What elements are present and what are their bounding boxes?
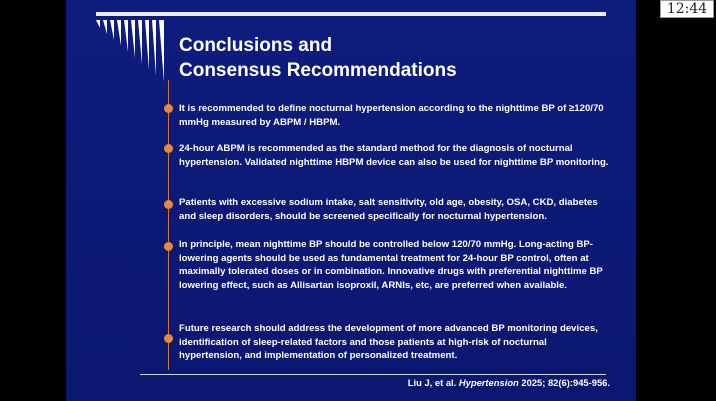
presentation-slide (66, 0, 636, 401)
recommendation-item-4: In principle, mean nighttime BP should be controlled below 120/70 mmHg. Long-acting BP-lowering agents should be used as fundamental treatment for 24-hour BP control, often at maximally tolerated doses or in combination. Innovative drugs with preferential nighttime BP lowering effect, such as Allisartan isoproxil, ARNIs, etc, are preferred when available. (179, 239, 603, 291)
recommendation-item-5: Future research should address the development of more advanced BP monitoring devices, identification of sleep-related factors and those patients at high-risk of nocturnal hypertension, and implementation of personalized treatment. (179, 323, 598, 362)
decorative-stripes (96, 20, 186, 82)
recommendation-item-2: 24-hour ABPM is recommended as the standard method for the diagnosis of nocturnal hypertension. Validated nighttime HBPM device can also be used for nighttime BP monitoring. (179, 143, 609, 168)
bullet-dot-icon (164, 144, 173, 153)
bullet-dot-icon (164, 104, 173, 113)
bullet-timeline-line (168, 80, 169, 370)
citation-details: 2025; 82(6):945-956. (521, 377, 610, 388)
bottom-divider (140, 374, 606, 375)
title-line-1: Conclusions and (179, 35, 333, 56)
clock-display: 12:44 (660, 0, 714, 18)
bullet-dot-icon (164, 200, 173, 209)
slide-title (179, 33, 457, 83)
recommendation-item-1: It is recommended to define nocturnal hypertension according to the nighttime BP of ≥120/70 mmHg measured by ABPM / HBPM. (179, 103, 604, 128)
citation-journal: Hypertension (458, 377, 519, 388)
citation-authors: Liu J, et al. (407, 377, 457, 388)
citation (408, 377, 610, 388)
title-line-2: Consensus Recommendations (179, 60, 457, 81)
bullet-dot-icon (164, 242, 173, 251)
recommendation-item-3: Patients with excessive sodium intake, salt sensitivity, old age, obesity, OSA, CKD, diabetes and sleep disorders, should be screened specifically for nocturnal hypertension. (179, 197, 598, 222)
top-divider (96, 12, 606, 16)
bullet-dot-icon (164, 334, 173, 343)
